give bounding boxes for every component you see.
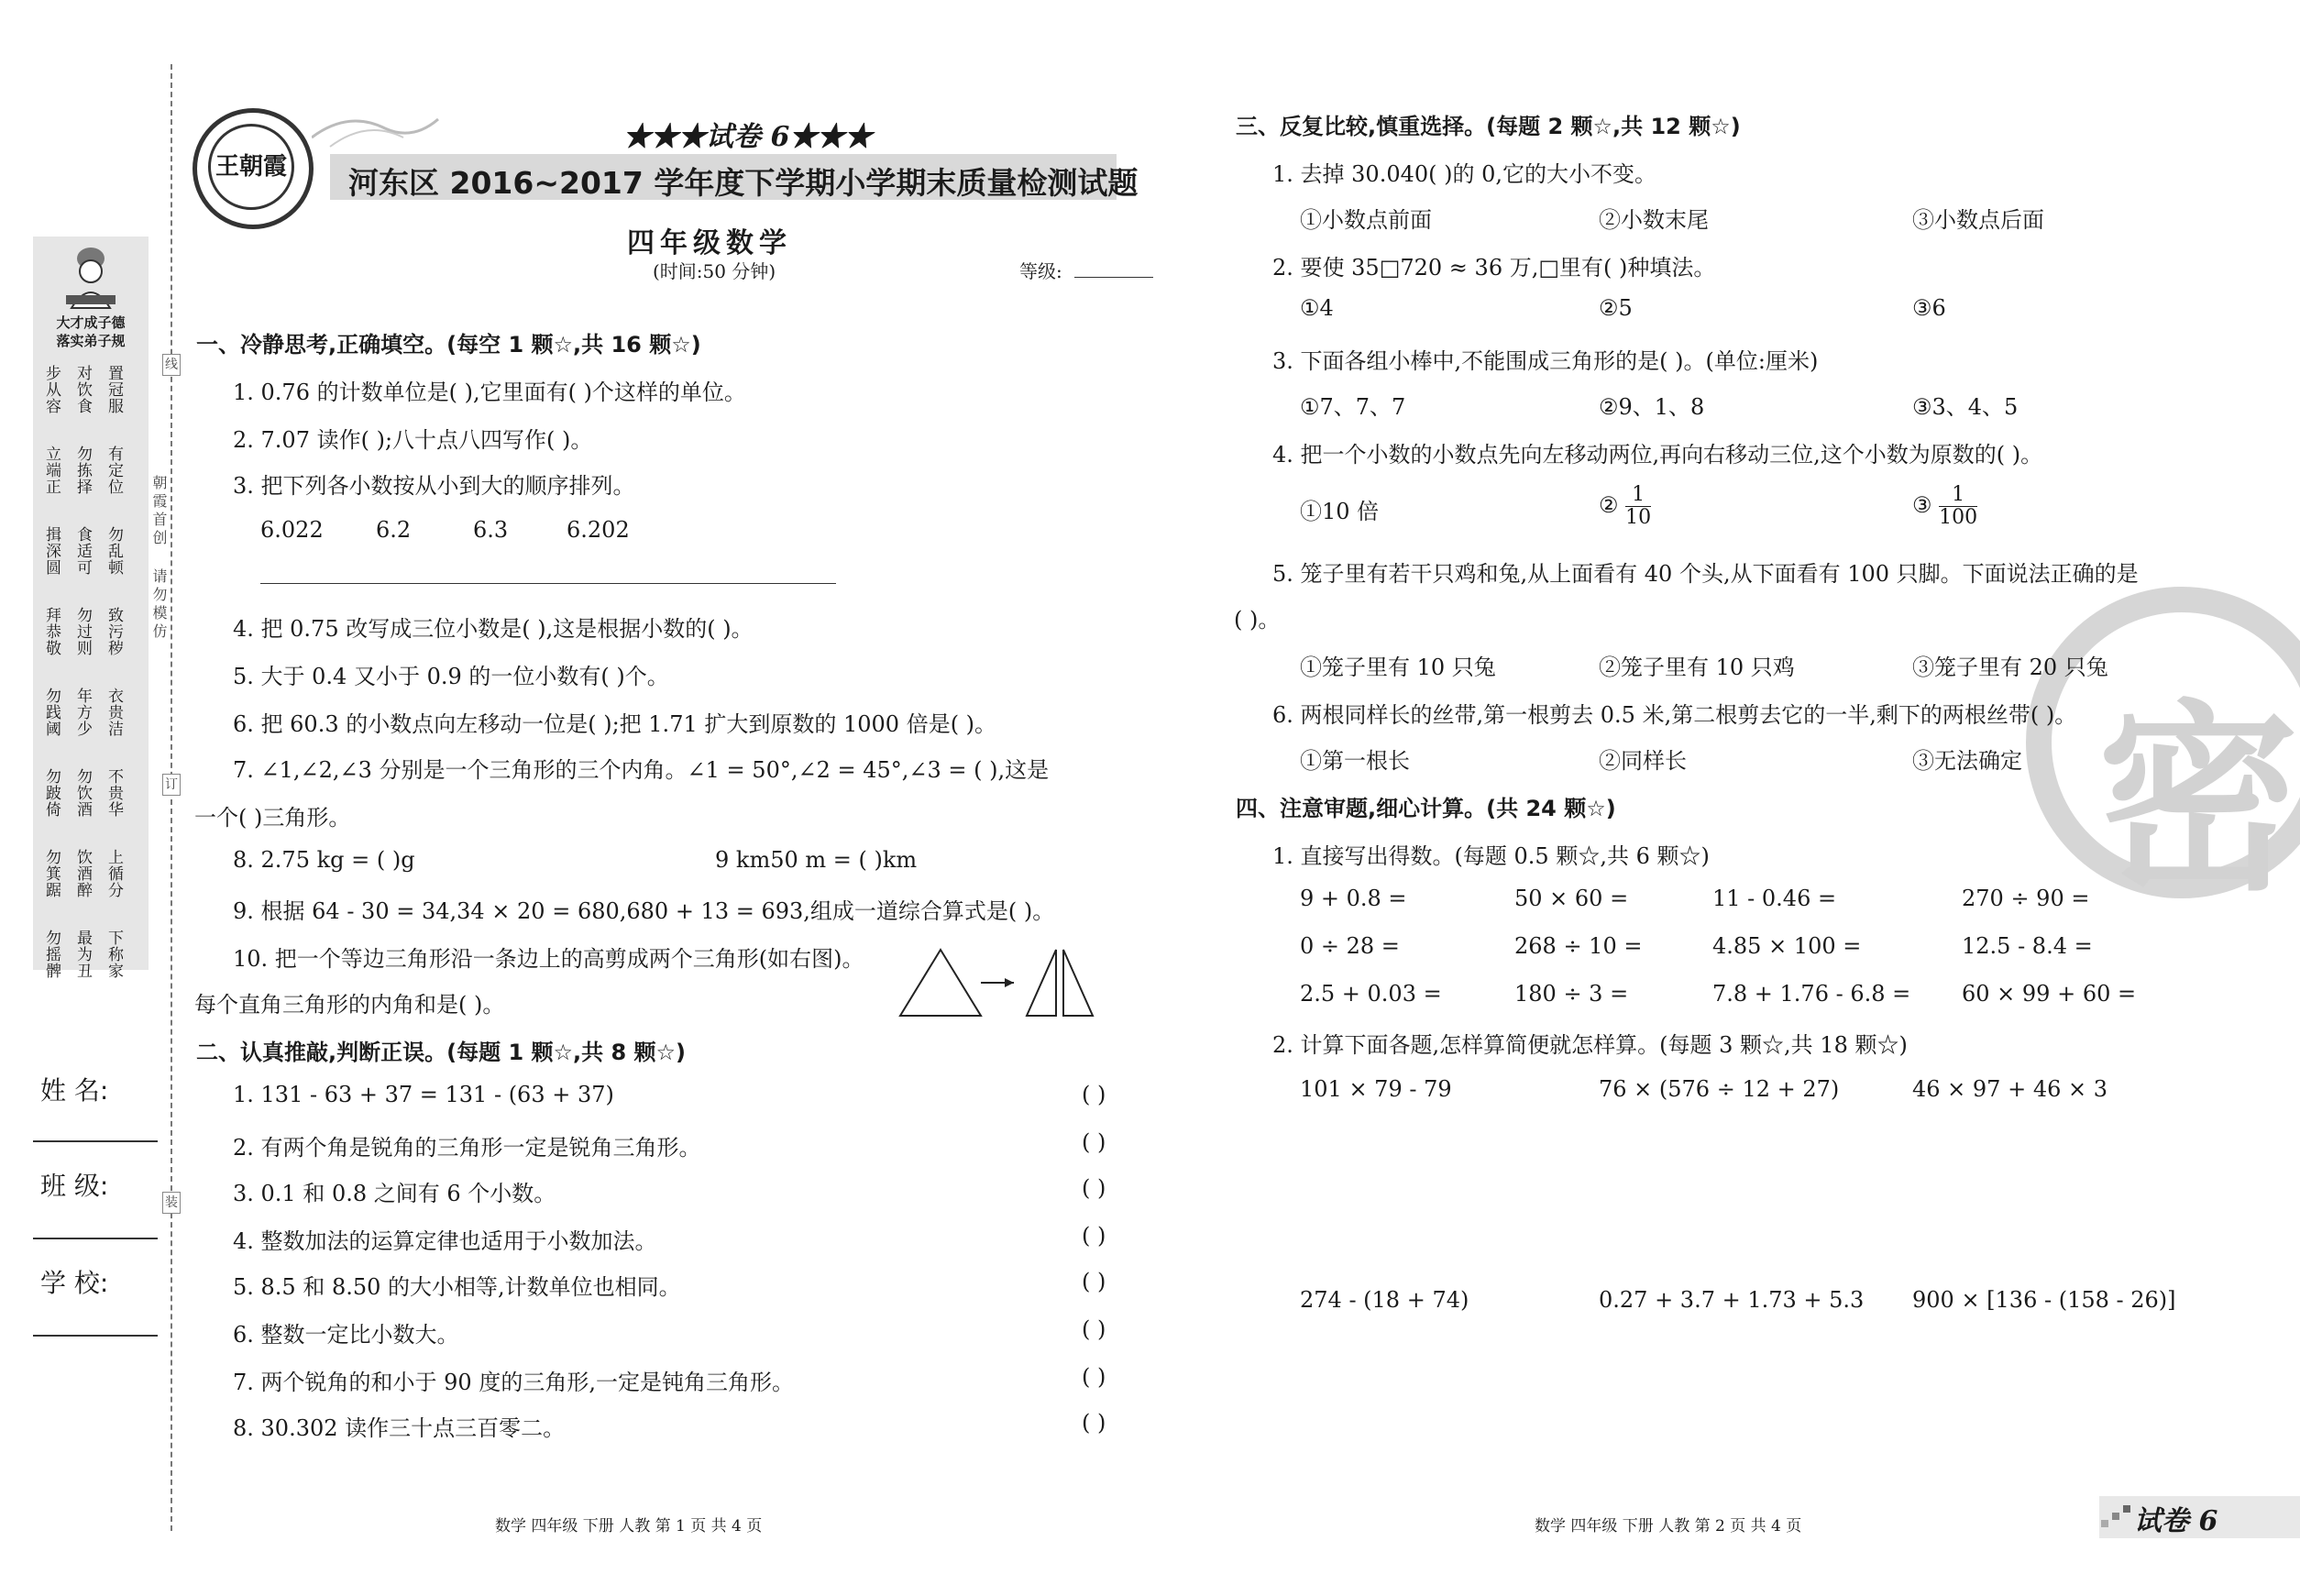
- school-label: 学 校:: [40, 1268, 109, 1298]
- name-label: 姓 名:: [40, 1075, 109, 1106]
- rule-row: 步从容 对饮食 置冠服: [42, 365, 123, 414]
- judge-item: 7. 两个锐角的和小于 90 度的三角形,一定是钝角三角形。: [233, 1370, 794, 1395]
- calc-item: 4.85 × 100 =: [1712, 933, 1862, 959]
- calc-item: 11 - 0.46 =: [1712, 886, 1837, 911]
- judge-answer-box[interactable]: ( ): [1082, 1410, 1106, 1436]
- stamp-glyph: 密: [2097, 683, 2300, 918]
- s3-q3: 3. 下面各组小棒中,不能围成三角形的是( )。(单位:厘米): [1272, 348, 1819, 374]
- section-3-heading: 三、反复比较,慎重选择。(每题 2 颗☆,共 12 颗☆): [1236, 114, 1741, 139]
- fraction-one-hundredth: $\frac{1}{100}$: [1939, 483, 1978, 529]
- corner-paper-label: 试卷 6: [2134, 1505, 2218, 1537]
- page-footer-right: 数学 四年级 下册 人教 第 2 页 共 4 页: [1535, 1517, 1802, 1535]
- s3-q6: 6. 两根同样长的丝带,第一根剪去 0.5 米,第二根剪去它的一半,剩下的两根丝带( )。: [1272, 702, 2077, 728]
- section-4-heading: 四、注意审题,细心计算。(共 24 颗☆): [1236, 796, 1616, 821]
- judge-item: 2. 有两个角是锐角的三角形一定是锐角三角形。: [233, 1135, 701, 1161]
- rule-row: 拜恭敬 勿过则 致污秽: [42, 607, 123, 656]
- page-footer-left: 数学 四年级 下册 人教 第 1 页 共 4 页: [495, 1517, 763, 1535]
- calc-item: 7.8 + 1.76 - 6.8 =: [1712, 981, 1911, 1007]
- judge-item: 3. 0.1 和 0.8 之间有 6 个小数。: [233, 1181, 556, 1206]
- section-2-heading: 二、认真推敲,判断正误。(每题 1 颗☆,共 8 颗☆): [196, 1040, 687, 1065]
- number-item: 6.2: [376, 517, 412, 543]
- s1-q3: 3. 把下列各小数按从小到大的顺序排列。: [233, 473, 635, 499]
- exam-title: 河东区 2016~2017 学年度下学期小学期末质量检测试题: [348, 165, 1139, 201]
- binding-mark-order: 订: [162, 774, 181, 796]
- simplify-item: 76 × (576 ÷ 12 + 27): [1599, 1076, 1840, 1102]
- motto: [33, 314, 149, 350]
- scholar-figure-icon: [61, 244, 121, 310]
- s3-q1: 1. 去掉 30.040( )的 0,它的大小不变。: [1272, 161, 1657, 187]
- corner-squares-icon: [2099, 1502, 2132, 1535]
- rule-row: 立端正 勿拣择 有定位: [42, 446, 123, 495]
- judge-item: 6. 整数一定比小数大。: [233, 1322, 459, 1348]
- simplify-item: 46 × 97 + 46 × 3: [1912, 1076, 2107, 1102]
- simplify-item: 101 × 79 - 79: [1300, 1076, 1452, 1102]
- option[interactable]: ③无法确定: [1912, 748, 2022, 774]
- number-item: 6.022: [260, 517, 324, 543]
- rule-row: 勿摇髀 最为丑 下称家: [42, 930, 123, 979]
- judge-answer-box[interactable]: ( ): [1082, 1364, 1106, 1390]
- option[interactable]: ①10 倍: [1300, 499, 1380, 524]
- option[interactable]: ③笼子里有 20 只兔: [1912, 655, 2108, 680]
- binding-dashed-line: [171, 64, 172, 1531]
- rule-row: 勿跛倚 勿饮酒 不贵华: [42, 768, 123, 818]
- judge-answer-box[interactable]: ( ): [1082, 1223, 1106, 1249]
- calc-item: 268 ÷ 10 =: [1514, 933, 1643, 959]
- ribbon-decoration-icon: [312, 101, 440, 156]
- time-limit: (时间:50 分钟): [653, 260, 776, 282]
- triangle-cut-diagram: [898, 946, 1118, 1019]
- s1-q7: 7. ∠1,∠2,∠3 分别是一个三角形的三个内角。∠1 = 50°,∠2 = 45°,∠3 = ( ),这是: [233, 757, 1050, 783]
- sidebar-rules-panel: [33, 237, 149, 979]
- calc-item: 50 × 60 =: [1514, 886, 1629, 911]
- option[interactable]: ①小数点前面: [1300, 207, 1432, 233]
- option[interactable]: ②9、1、8: [1599, 394, 1705, 420]
- rule-row: 揖深圆 食适可 勿乱顿: [42, 526, 123, 576]
- option[interactable]: ①笼子里有 10 只兔: [1300, 655, 1496, 680]
- option[interactable]: ②5: [1599, 295, 1633, 321]
- judge-item: 1. 131 - 63 + 37 = 131 - (63 + 37): [233, 1082, 614, 1107]
- ordering-answer-line[interactable]: [260, 583, 836, 584]
- s4-sub2: 2. 计算下面各题,怎样算简便就怎样算。(每题 3 颗☆,共 18 颗☆): [1272, 1032, 1908, 1058]
- calc-item: 9 + 0.8 =: [1300, 886, 1407, 911]
- judge-answer-box[interactable]: ( ): [1082, 1316, 1106, 1342]
- copyright-note-1: 朝霞首创: [150, 475, 168, 548]
- judge-answer-box[interactable]: ( ): [1082, 1082, 1106, 1107]
- calc-item: 270 ÷ 90 =: [1962, 886, 2090, 911]
- option[interactable]: ③ $\frac{1}{100}$: [1912, 483, 1978, 529]
- motto-line-2: 落实弟子规: [56, 333, 126, 349]
- s1-q5: 5. 大于 0.4 又小于 0.9 的一位小数有( )个。: [233, 664, 669, 689]
- s3-q2: 2. 要使 35□720 ≈ 36 万,□里有( )种填法。: [1272, 255, 1716, 281]
- judge-answer-box[interactable]: ( ): [1082, 1175, 1106, 1201]
- judge-item: 4. 整数加法的运算定律也适用于小数加法。: [233, 1228, 657, 1254]
- motto-line-1: 大才成子德: [56, 314, 126, 331]
- s1-q6: 6. 把 60.3 的小数点向左移动一位是( );把 1.71 扩大到原数的 1000 倍是( )。: [233, 711, 997, 737]
- grade-field[interactable]: [1074, 277, 1153, 278]
- binding-mark-line: 线: [162, 354, 181, 376]
- s1-q2: 2. 7.07 读作( );八十点八四写作( )。: [233, 427, 593, 453]
- simplify-item: 900 × [136 - (158 - 26)]: [1912, 1287, 2176, 1313]
- option[interactable]: ②笼子里有 10 只鸡: [1599, 655, 1795, 680]
- rules-list: [42, 365, 143, 990]
- simplify-item: 274 - (18 + 74): [1300, 1287, 1469, 1313]
- rule-row: 勿践阈 年方少 衣贵洁: [42, 688, 123, 737]
- judge-answer-box[interactable]: ( ): [1082, 1269, 1106, 1294]
- s4-sub1: 1. 直接写出得数。(每题 0.5 颗☆,共 6 颗☆): [1272, 843, 1710, 869]
- name-field[interactable]: [33, 1140, 158, 1142]
- calc-item: 0 ÷ 28 =: [1300, 933, 1400, 959]
- s1-q1: 1. 0.76 的计数单位是( ),它里面有( )个这样的单位。: [233, 380, 746, 405]
- subject-title: 四年级数学: [627, 227, 792, 259]
- number-item: 6.202: [567, 517, 630, 543]
- binding-mark-install: 装: [162, 1192, 181, 1214]
- option[interactable]: ①第一根长: [1300, 748, 1410, 774]
- s1-q9: 9. 根据 64 - 30 = 34,34 × 20 = 680,680 + 13 = 693,组成一道综合算式是( )。: [233, 898, 1055, 924]
- s1-q8a: 8. 2.75 kg = ( )g: [233, 847, 415, 873]
- calc-item: 2.5 + 0.03 =: [1300, 981, 1442, 1007]
- s1-q8b: 9 km50 m = ( )km: [715, 847, 918, 873]
- logo-text: 王朝霞: [208, 124, 294, 210]
- option[interactable]: ②小数末尾: [1599, 207, 1709, 233]
- class-field[interactable]: [33, 1238, 158, 1239]
- school-field[interactable]: [33, 1335, 158, 1337]
- section-1-heading: 一、冷静思考,正确填空。(每空 1 颗☆,共 16 颗☆): [196, 332, 701, 358]
- number-item: 6.3: [473, 517, 509, 543]
- calc-item: 60 × 99 + 60 =: [1962, 981, 2137, 1007]
- option[interactable]: ②同样长: [1599, 748, 1687, 774]
- s3-q5-cont: ( )。: [1234, 607, 1281, 633]
- option[interactable]: ①7、7、7: [1300, 394, 1406, 420]
- option[interactable]: ①4: [1300, 295, 1334, 321]
- s3-q5: 5. 笼子里有若干只鸡和兔,从上面看有 40 个头,从下面看有 100 只脚。下面说法正确的是: [1272, 561, 2139, 587]
- judge-item: 8. 30.302 读作三十点三百零二。: [233, 1415, 566, 1441]
- fraction-one-tenth: $\frac{1}{10}$: [1625, 483, 1652, 529]
- judge-item: 5. 8.5 和 8.50 的大小相等,计数单位也相同。: [233, 1274, 681, 1300]
- rule-row: 勿箕踞 饮酒醉 上循分: [42, 849, 123, 898]
- simplify-item: 0.27 + 3.7 + 1.73 + 5.3: [1599, 1287, 1865, 1313]
- paper-number: ★★★试卷 6★★★: [623, 121, 873, 153]
- option[interactable]: ③3、4、5: [1912, 394, 2019, 420]
- option[interactable]: ③小数点后面: [1912, 207, 2044, 233]
- s3-q4: 4. 把一个小数的小数点先向左移动两位,再向右移动三位,这个小数为原数的( )。: [1272, 442, 2043, 468]
- brand-logo: [193, 108, 314, 229]
- copyright-note-2: 请勿模仿: [150, 568, 168, 642]
- s1-q10-cont: 每个直角三角形的内角和是( )。: [194, 992, 505, 1018]
- s1-q7-cont: 一个( )三角形。: [194, 805, 351, 831]
- option[interactable]: ② $\frac{1}{10}$: [1599, 483, 1652, 529]
- s1-q10: 10. 把一个等边三角形沿一条边上的高剪成两个三角形(如右图)。: [233, 946, 864, 972]
- option[interactable]: ③6: [1912, 295, 1946, 321]
- calc-item: 180 ÷ 3 =: [1514, 981, 1629, 1007]
- s1-q4: 4. 把 0.75 改写成三位小数是( ),这是根据小数的( )。: [233, 616, 754, 642]
- grade-label: 等级:: [1019, 260, 1062, 282]
- judge-answer-box[interactable]: ( ): [1082, 1129, 1106, 1155]
- class-label: 班 级:: [40, 1171, 109, 1201]
- calc-item: 12.5 - 8.4 =: [1962, 933, 2093, 959]
